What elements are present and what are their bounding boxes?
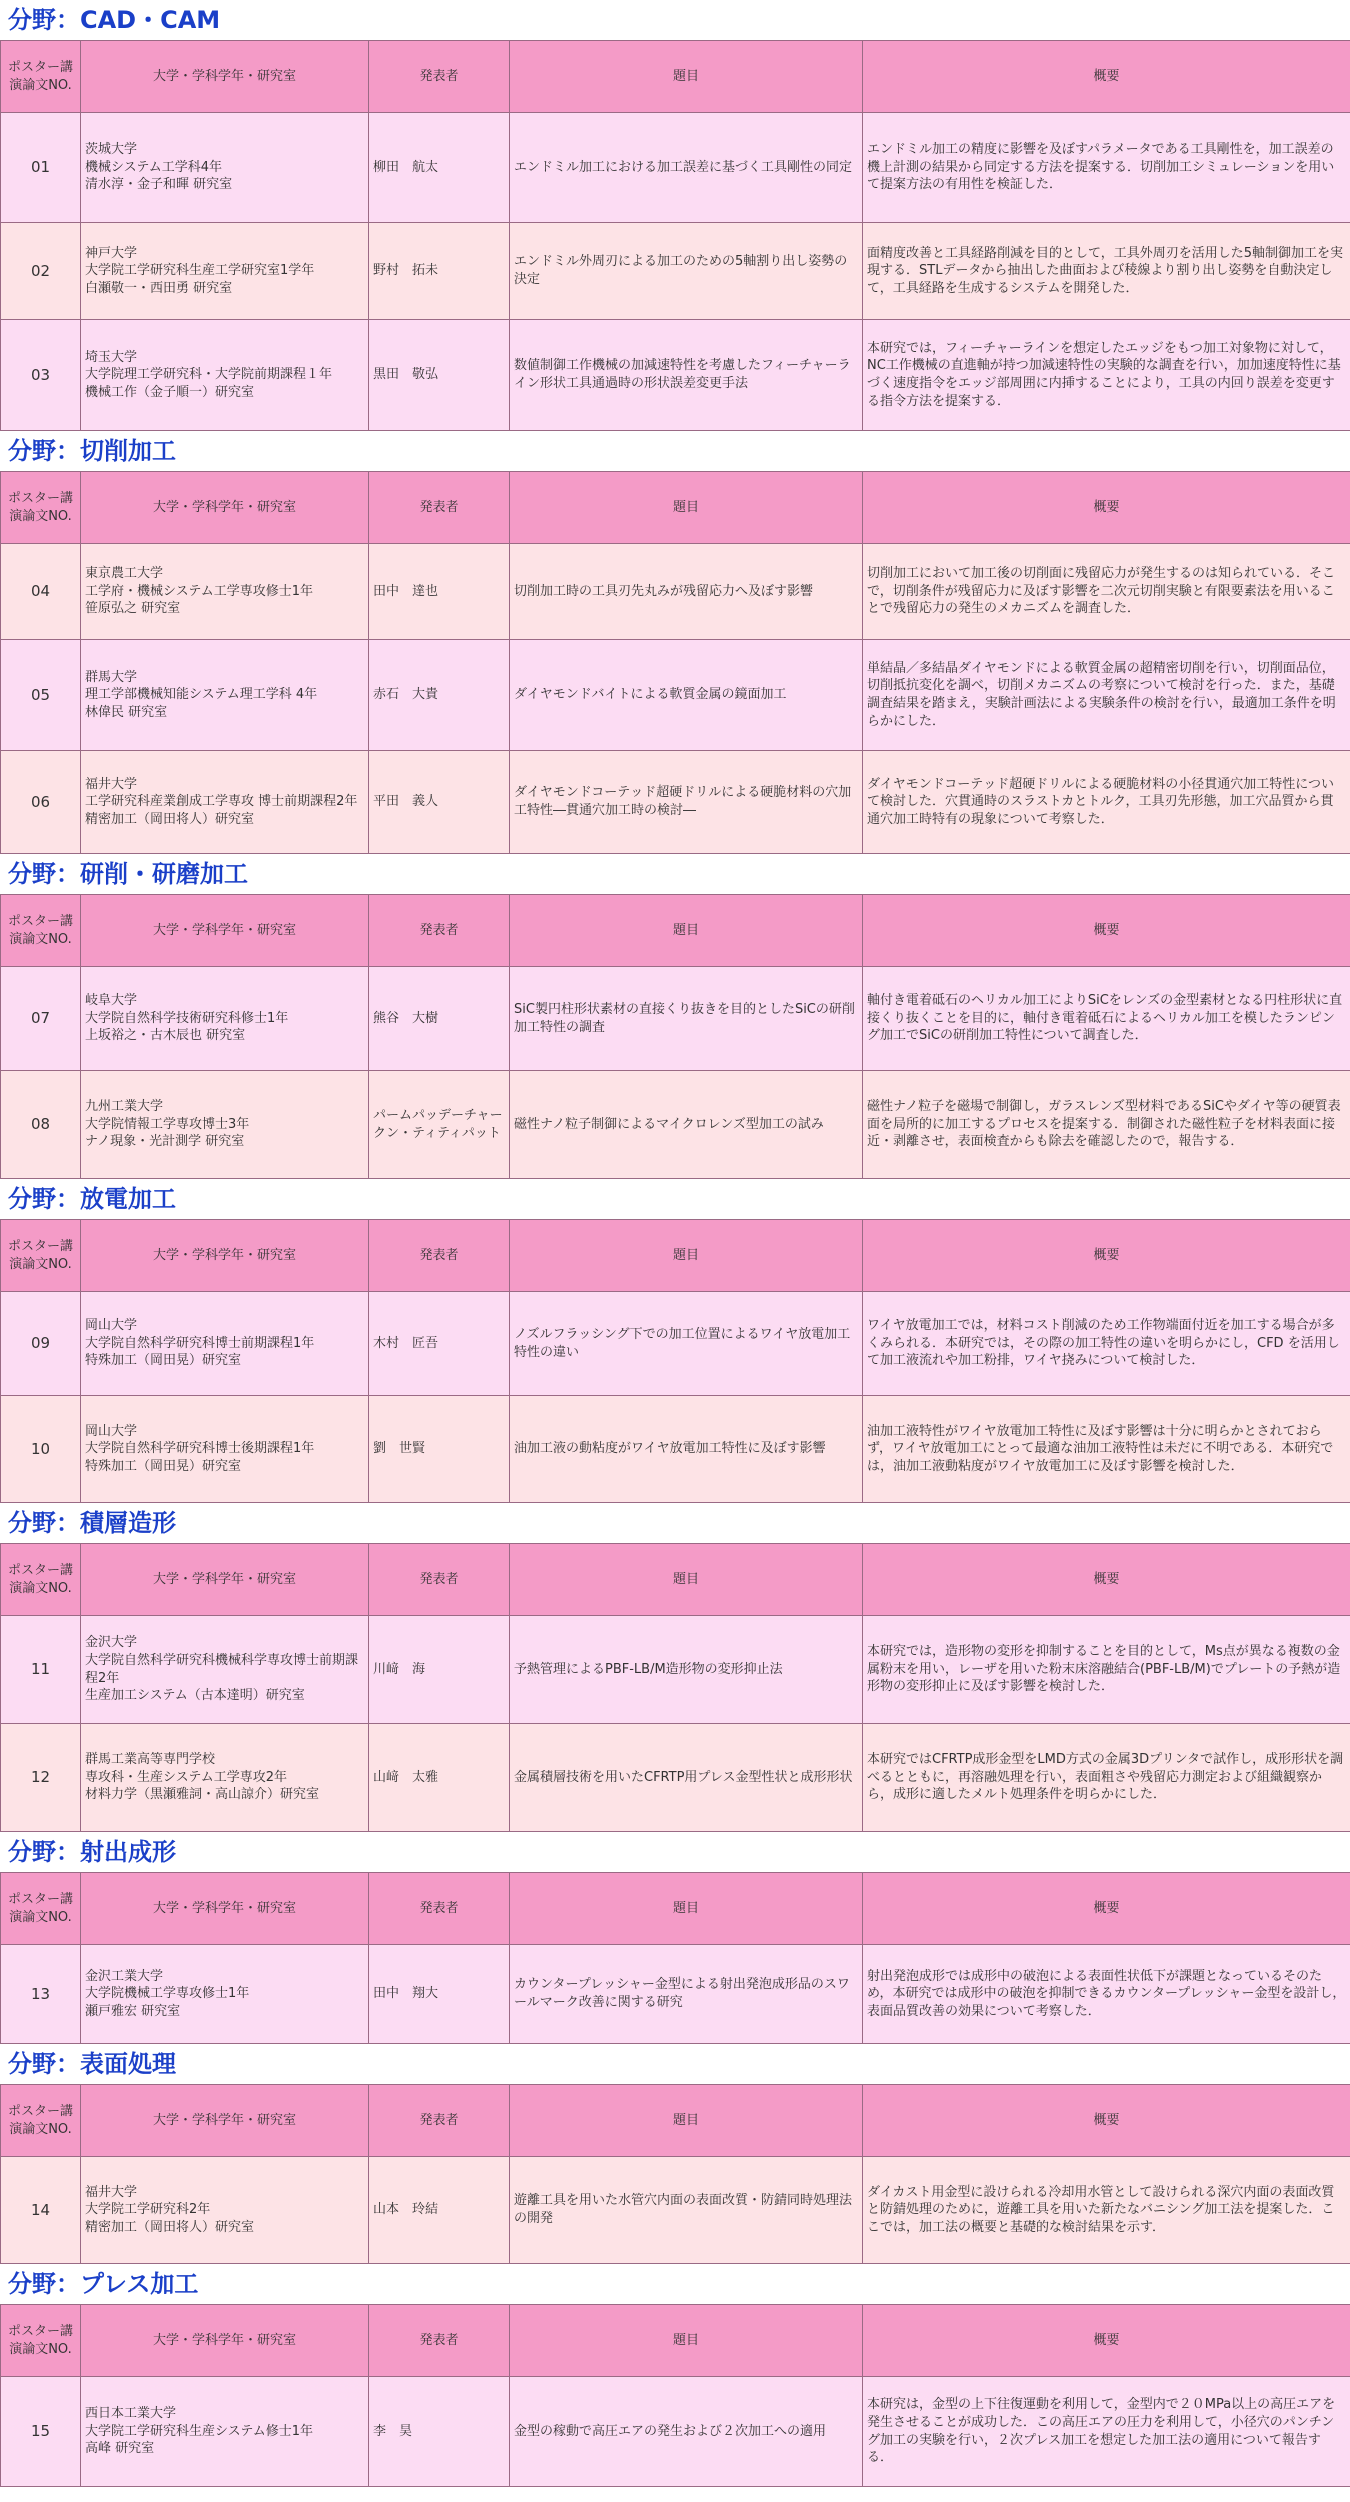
affiliation-line: 理工学部機械知能システム理工学科 4年 [85, 687, 318, 703]
paper-summary: 軸付き電着砥石のヘリカル加工によりSiCをレンズの金型素材となる円柱形状に直接くり抜くことを目的に，軸付き電着砥石によるヘリカル加工を模したランピング加工でSiCの研削加工特性について調査した． [863, 967, 1350, 1071]
table-row [1, 1945, 1350, 2044]
paper-number: 12 [1, 1724, 81, 1832]
header-no: ポスター講演論文NO. [1, 1220, 81, 1292]
affiliation-cell [81, 1945, 369, 2044]
affiliation-line: 清水淳・金子和暉 研究室 [85, 177, 233, 193]
table-row [1, 544, 1350, 640]
header-no: ポスター講演論文NO. [1, 1544, 81, 1616]
header-title: 題目 [510, 2305, 863, 2377]
paper-title: 金属積層技術を用いたCFRTP用プレス金型性状と成形形状 [510, 1724, 863, 1832]
header-affiliation: 大学・学科学年・研究室 [81, 41, 369, 113]
affiliation-cell [81, 1396, 369, 1503]
affiliation-line: 大学院工学研究科生産工学研究室1学年 [85, 263, 315, 279]
affiliation-line: 西日本工業大学 [85, 2406, 177, 2422]
paper-summary: 単結晶／多結晶ダイヤモンドによる軟質金属の超精密切削を行い，切削面品位，切削抵抗変化を調べ，切削メカニズムの考察について検討を行った．また，基礎調査結果を踏まえ，実験計画法による実験条件の検討を行い，最適加工条件を明らかにした． [863, 640, 1350, 751]
paper-number: 05 [1, 640, 81, 751]
section-title: 分野：切削加工 [0, 431, 1350, 471]
table-row [1, 1071, 1350, 1179]
affiliation-line: 専攻科・生産システム工学専攻2年 [85, 1769, 287, 1785]
affiliation-line: 大学院自然科学研究科博士前期課程1年 [85, 1335, 315, 1351]
header-no: ポスター講演論文NO. [1, 2305, 81, 2377]
header-no: ポスター講演論文NO. [1, 2085, 81, 2157]
paper-title: ダイヤモンドバイトによる軟質金属の鏡面加工 [510, 640, 863, 751]
affiliation-line: 大学院機械工学専攻修士1年 [85, 1986, 250, 2002]
paper-summary: ワイヤ放電加工では，材料コスト削減のため工作物端面付近を加工する場合が多くみられる．本研究では，その際の加工特性の違いを明らかにし，CFD を活用して加工液流れや加工粉排，ワイヤ挠みについて検討した． [863, 1292, 1350, 1396]
program-table [0, 1543, 1350, 1832]
paper-number: 15 [1, 2377, 81, 2487]
presenter-name: 黒田 敬弘 [369, 320, 510, 431]
section-title: 分野：プレス加工 [0, 2264, 1350, 2304]
header-summary: 概要 [863, 895, 1350, 967]
table-row [1, 223, 1350, 320]
table-row [1, 967, 1350, 1071]
affiliation-line: 九州工業大学 [85, 1099, 164, 1115]
program-table [0, 40, 1350, 431]
paper-summary: 磁性ナノ粒子を磁場で制御し，ガラスレンズ型材料であるSiCやダイヤ等の硬質表面を局所的に加工するプロセスを提案する．制御された磁性粒子を材料表面に接近・剥離させ，表面検査からも除去を確認したので，報告する． [863, 1071, 1350, 1179]
header-summary: 概要 [863, 472, 1350, 544]
affiliation-cell [81, 2157, 369, 2264]
paper-title: カウンタープレッシャー金型による射出発泡成形品のスワールマーク改善に関する研究 [510, 1945, 863, 2044]
presenter-name: 平田 義人 [369, 751, 510, 854]
paper-summary: エンドミル加工の精度に影響を及ぼすパラメータである工具剛性を，加工誤差の機上計測の結果から同定する方法を提案する．切削加工シミュレーションを用いて提案方法の有用性を検証した． [863, 113, 1350, 223]
header-presenter: 発表者 [369, 895, 510, 967]
header-affiliation: 大学・学科学年・研究室 [81, 472, 369, 544]
affiliation-line: 機械工作（金子順一）研究室 [85, 384, 255, 400]
affiliation-line: 大学院自然科学研究科博士後期課程1年 [85, 1441, 315, 1457]
paper-title: 遊離工具を用いた水管穴内面の表面改質・防錆同時処理法の開発 [510, 2157, 863, 2264]
table-row [1, 2377, 1350, 2487]
presenter-name: 柳田 航太 [369, 113, 510, 223]
paper-summary: 油加工液特性がワイヤ放電加工特性に及ぼす影響は十分に明らかとされておらず，ワイヤ放電加工にとって最適な油加工液特性は未だに不明である．本研究では，油加工液動粘度がワイヤ放電加工に及ぼす影響を検討した． [863, 1396, 1350, 1503]
header-row [1, 2305, 1350, 2377]
paper-summary: 本研究では，造形物の変形を抑制することを目的として，Ms点が異なる複数の金属粉末を用い，レーザを用いた粉末床溶融結合(PBF-LB/M)でプレートの予熱が造形物の変形抑止に及ぼす影響を検討した． [863, 1616, 1350, 1724]
section-title: 分野：研削・研磨加工 [0, 854, 1350, 894]
affiliation-line: 福井大学 [85, 2184, 138, 2200]
affiliation-cell [81, 223, 369, 320]
affiliation-line: 瀬戸雅宏 研究室 [85, 2003, 181, 2019]
header-no: ポスター講演論文NO. [1, 895, 81, 967]
affiliation-line: 岐阜大学 [85, 993, 138, 1009]
paper-title: 油加工液の動粘度がワイヤ放電加工特性に及ぼす影響 [510, 1396, 863, 1503]
header-no: ポスター講演論文NO. [1, 1873, 81, 1945]
header-presenter: 発表者 [369, 2305, 510, 2377]
table-row [1, 1724, 1350, 1832]
header-presenter: 発表者 [369, 41, 510, 113]
section-title: 分野：射出成形 [0, 1832, 1350, 1872]
paper-title: 予熱管理によるPBF-LB/M造形物の変形抑止法 [510, 1616, 863, 1724]
paper-number: 02 [1, 223, 81, 320]
table-row [1, 1396, 1350, 1503]
affiliation-cell [81, 113, 369, 223]
program-table [0, 2084, 1350, 2264]
affiliation-line: ナノ現象・光計測学 研究室 [85, 1134, 245, 1150]
affiliation-line: 福井大学 [85, 776, 138, 792]
table-row [1, 751, 1350, 854]
affiliation-line: 林偉民 研究室 [85, 704, 168, 720]
affiliation-cell [81, 544, 369, 640]
header-presenter: 発表者 [369, 2085, 510, 2157]
presenter-name: 田中 達也 [369, 544, 510, 640]
affiliation-line: 特殊加工（岡田晃）研究室 [85, 1353, 242, 1369]
program-table [0, 1872, 1350, 2044]
affiliation-line: 精密加工（岡田将人）研究室 [85, 2219, 255, 2235]
section-title: 分野：表面処理 [0, 2044, 1350, 2084]
table-row [1, 320, 1350, 431]
header-title: 題目 [510, 1220, 863, 1292]
section-title: 分野：CAD・CAM [0, 0, 1350, 40]
header-row [1, 895, 1350, 967]
presenter-name: 赤石 大貴 [369, 640, 510, 751]
affiliation-cell [81, 751, 369, 854]
paper-number: 09 [1, 1292, 81, 1396]
affiliation-line: 上坂裕之・古木辰也 研究室 [85, 1028, 246, 1044]
paper-summary: 本研究ではCFRTP成形金型をLMD方式の金属3Dプリンタで試作し，成形形状を調べるとともに，再溶融処理を行い，表面粗さや残留応力測定および組織観察から，成形に適したメルト処理条件を明らかにした． [863, 1724, 1350, 1832]
header-row [1, 472, 1350, 544]
presenter-name: 劉 世賢 [369, 1396, 510, 1503]
paper-title: ノズルフラッシング下での加工位置によるワイヤ放電加工特性の違い [510, 1292, 863, 1396]
paper-number: 14 [1, 2157, 81, 2264]
presenter-name: 李 昊 [369, 2377, 510, 2487]
header-affiliation: 大学・学科学年・研究室 [81, 1544, 369, 1616]
table-row [1, 1292, 1350, 1396]
affiliation-cell [81, 1616, 369, 1724]
affiliation-line: 白瀬敬一・西田勇 研究室 [85, 280, 233, 296]
affiliation-line: 笹原弘之 研究室 [85, 601, 181, 617]
paper-summary: 射出発泡成形では成形中の破泡による表面性状低下が課題となっているそのため，本研究では成形中の破泡を抑制できるカウンタープレッシャー金型を設計し，表面品質改善の効果について考察した． [863, 1945, 1350, 2044]
program-table [0, 1219, 1350, 1503]
paper-summary: 本研究は，金型の上下往復運動を利用して，金型内で２０MPa以上の高圧エアを発生させることが成功した．この高圧エアの圧力を利用して，小径穴のパンチング加工の実験を行い，２次プレス加工を想定した加工法の適用について報告する． [863, 2377, 1350, 2487]
presenter-name: 野村 拓未 [369, 223, 510, 320]
program-table [0, 2304, 1350, 2487]
paper-summary: 面精度改善と工具経路削減を目的として，工具外周刃を活用した5軸制御加工を実現する．STLデータから抽出した曲面および稜線より割り出し姿勢を自動決定して，工具経路を生成するシステムを開発した． [863, 223, 1350, 320]
affiliation-line: 工学研究科産業創成工学専攻 博士前期課程2年 [85, 794, 358, 810]
affiliation-line: 岡山大学 [85, 1423, 138, 1439]
affiliation-line: 神戸大学 [85, 245, 138, 261]
presenter-name: 熊谷 大樹 [369, 967, 510, 1071]
affiliation-line: 材料力学（黒瀬雅詞・高山諒介）研究室 [85, 1787, 320, 1803]
presenter-name: 木村 匠吾 [369, 1292, 510, 1396]
header-affiliation: 大学・学科学年・研究室 [81, 1220, 369, 1292]
header-title: 題目 [510, 1873, 863, 1945]
affiliation-line: 工学府・機械システム工学専攻修士1年 [85, 583, 313, 599]
affiliation-line: 大学院自然科学研究科機械科学専攻博士前期課程2年 [85, 1652, 359, 1686]
paper-title: エンドミル外周刃による加工のための5軸割り出し姿勢の決定 [510, 223, 863, 320]
header-row [1, 1220, 1350, 1292]
paper-summary: 本研究では，フィーチャーラインを想定したエッジをもつ加工対象物に対して，NC工作機械の直進軸が持つ加減速特性の実験的な調査を行い，加加速度特性に基づく速度指令をエッジ部周囲に内挿することにより，工具の内回り誤差を変更する指令方法を提案する． [863, 320, 1350, 431]
paper-number: 13 [1, 1945, 81, 2044]
paper-number: 03 [1, 320, 81, 431]
paper-number: 08 [1, 1071, 81, 1179]
presenter-name: パームパッデーチャークン・ティティパット [369, 1071, 510, 1179]
section-title: 分野：積層造形 [0, 1503, 1350, 1543]
affiliation-line: 大学院自然科学技術研究科修士1年 [85, 1010, 289, 1026]
affiliation-line: 大学院工学研究科生産システム修士1年 [85, 2423, 313, 2439]
header-presenter: 発表者 [369, 1873, 510, 1945]
paper-title: 切削加工時の工具刃先丸みが残留応力へ及ぼす影響 [510, 544, 863, 640]
header-summary: 概要 [863, 1544, 1350, 1616]
header-row [1, 2085, 1350, 2157]
paper-title: 数値制御工作機械の加減速特性を考慮したフィーチャーライン形状工具通過時の形状誤差変更手法 [510, 320, 863, 431]
header-presenter: 発表者 [369, 1544, 510, 1616]
paper-number: 04 [1, 544, 81, 640]
affiliation-line: 特殊加工（岡田晃）研究室 [85, 1458, 242, 1474]
header-row [1, 41, 1350, 113]
paper-title: 金型の稼動で高圧エアの発生および２次加工への適用 [510, 2377, 863, 2487]
presenter-name: 山﨑 太雅 [369, 1724, 510, 1832]
table-row [1, 113, 1350, 223]
affiliation-line: 金沢工業大学 [85, 1968, 164, 1984]
header-summary: 概要 [863, 1220, 1350, 1292]
program-table [0, 894, 1350, 1179]
affiliation-line: 埼玉大学 [85, 349, 138, 365]
table-row [1, 640, 1350, 751]
affiliation-line: 精密加工（岡田将人）研究室 [85, 811, 255, 827]
header-affiliation: 大学・学科学年・研究室 [81, 1873, 369, 1945]
header-title: 題目 [510, 895, 863, 967]
affiliation-cell [81, 1292, 369, 1396]
affiliation-cell [81, 967, 369, 1071]
paper-title: エンドミル加工における加工誤差に基づく工具剛性の同定 [510, 113, 863, 223]
affiliation-line: 大学院工学研究科2年 [85, 2202, 211, 2218]
table-row [1, 1616, 1350, 1724]
paper-summary: ダイカスト用金型に設けられる冷却用水管として設けられる深穴内面の表面改質と防錆処理のために，遊離工具を用いた新たなバニシング加工法を提案した．ここでは，加工法の概要と基礎的な検討結果を示す． [863, 2157, 1350, 2264]
header-affiliation: 大学・学科学年・研究室 [81, 2085, 369, 2157]
affiliation-cell [81, 640, 369, 751]
affiliation-line: 大学院情報工学専攻博士3年 [85, 1116, 250, 1132]
paper-title: ダイヤモンドコーテッド超硬ドリルによる硬脆材料の穴加工特性―貫通穴加工時の検討― [510, 751, 863, 854]
header-row [1, 1873, 1350, 1945]
header-title: 題目 [510, 2085, 863, 2157]
header-summary: 概要 [863, 1873, 1350, 1945]
header-summary: 概要 [863, 2305, 1350, 2377]
presenter-name: 田中 翔大 [369, 1945, 510, 2044]
header-affiliation: 大学・学科学年・研究室 [81, 2305, 369, 2377]
header-summary: 概要 [863, 2085, 1350, 2157]
paper-summary: ダイヤモンドコーテッド超硬ドリルによる硬脆材料の小径貫通穴加工特性について検討した．穴貫通時のスラストカとトルク，工具刃先形態，加工穴品質から貫通穴加工時特有の現象について考察した． [863, 751, 1350, 854]
presenter-name: 山本 玲結 [369, 2157, 510, 2264]
affiliation-line: 生産加工システム（古本達明）研究室 [85, 1688, 305, 1704]
paper-title: 磁性ナノ粒子制御によるマイクロレンズ型加工の試み [510, 1071, 863, 1179]
paper-number: 11 [1, 1616, 81, 1724]
header-title: 題目 [510, 472, 863, 544]
paper-summary: 切削加工において加工後の切削面に残留応力が発生するのは知られている．そこで，切削条件が残留応力に及ぼす影響を二次元切削実験と有限要素法を用いることで残留応力の発生のメカニズムを調査した． [863, 544, 1350, 640]
header-no: ポスター講演論文NO. [1, 472, 81, 544]
affiliation-cell [81, 1071, 369, 1179]
affiliation-cell [81, 2377, 369, 2487]
paper-number: 06 [1, 751, 81, 854]
presenter-name: 川﨑 海 [369, 1616, 510, 1724]
affiliation-cell [81, 1724, 369, 1832]
header-no: ポスター講演論文NO. [1, 41, 81, 113]
table-row [1, 2157, 1350, 2264]
header-summary: 概要 [863, 41, 1350, 113]
paper-number: 10 [1, 1396, 81, 1503]
affiliation-line: 大学院理工学研究科・大学院前期課程１年 [85, 367, 333, 383]
header-title: 題目 [510, 41, 863, 113]
header-row [1, 1544, 1350, 1616]
header-title: 題目 [510, 1544, 863, 1616]
affiliation-line: 機械システム工学科4年 [85, 159, 222, 175]
paper-number: 01 [1, 113, 81, 223]
affiliation-line: 群馬大学 [85, 669, 138, 685]
header-presenter: 発表者 [369, 472, 510, 544]
header-presenter: 発表者 [369, 1220, 510, 1292]
affiliation-line: 金沢大学 [85, 1635, 138, 1651]
affiliation-line: 群馬工業高等専門学校 [85, 1752, 216, 1768]
section-title: 分野：放電加工 [0, 1179, 1350, 1219]
affiliation-line: 高峰 研究室 [85, 2441, 155, 2457]
paper-title: SiC製円柱形状素材の直接くり抜きを目的としたSiCの研削加工特性の調査 [510, 967, 863, 1071]
affiliation-line: 茨城大学 [85, 142, 138, 158]
affiliation-line: 東京農工大学 [85, 566, 164, 582]
program-table [0, 471, 1350, 854]
header-affiliation: 大学・学科学年・研究室 [81, 895, 369, 967]
affiliation-cell [81, 320, 369, 431]
affiliation-line: 岡山大学 [85, 1318, 138, 1334]
paper-number: 07 [1, 967, 81, 1071]
